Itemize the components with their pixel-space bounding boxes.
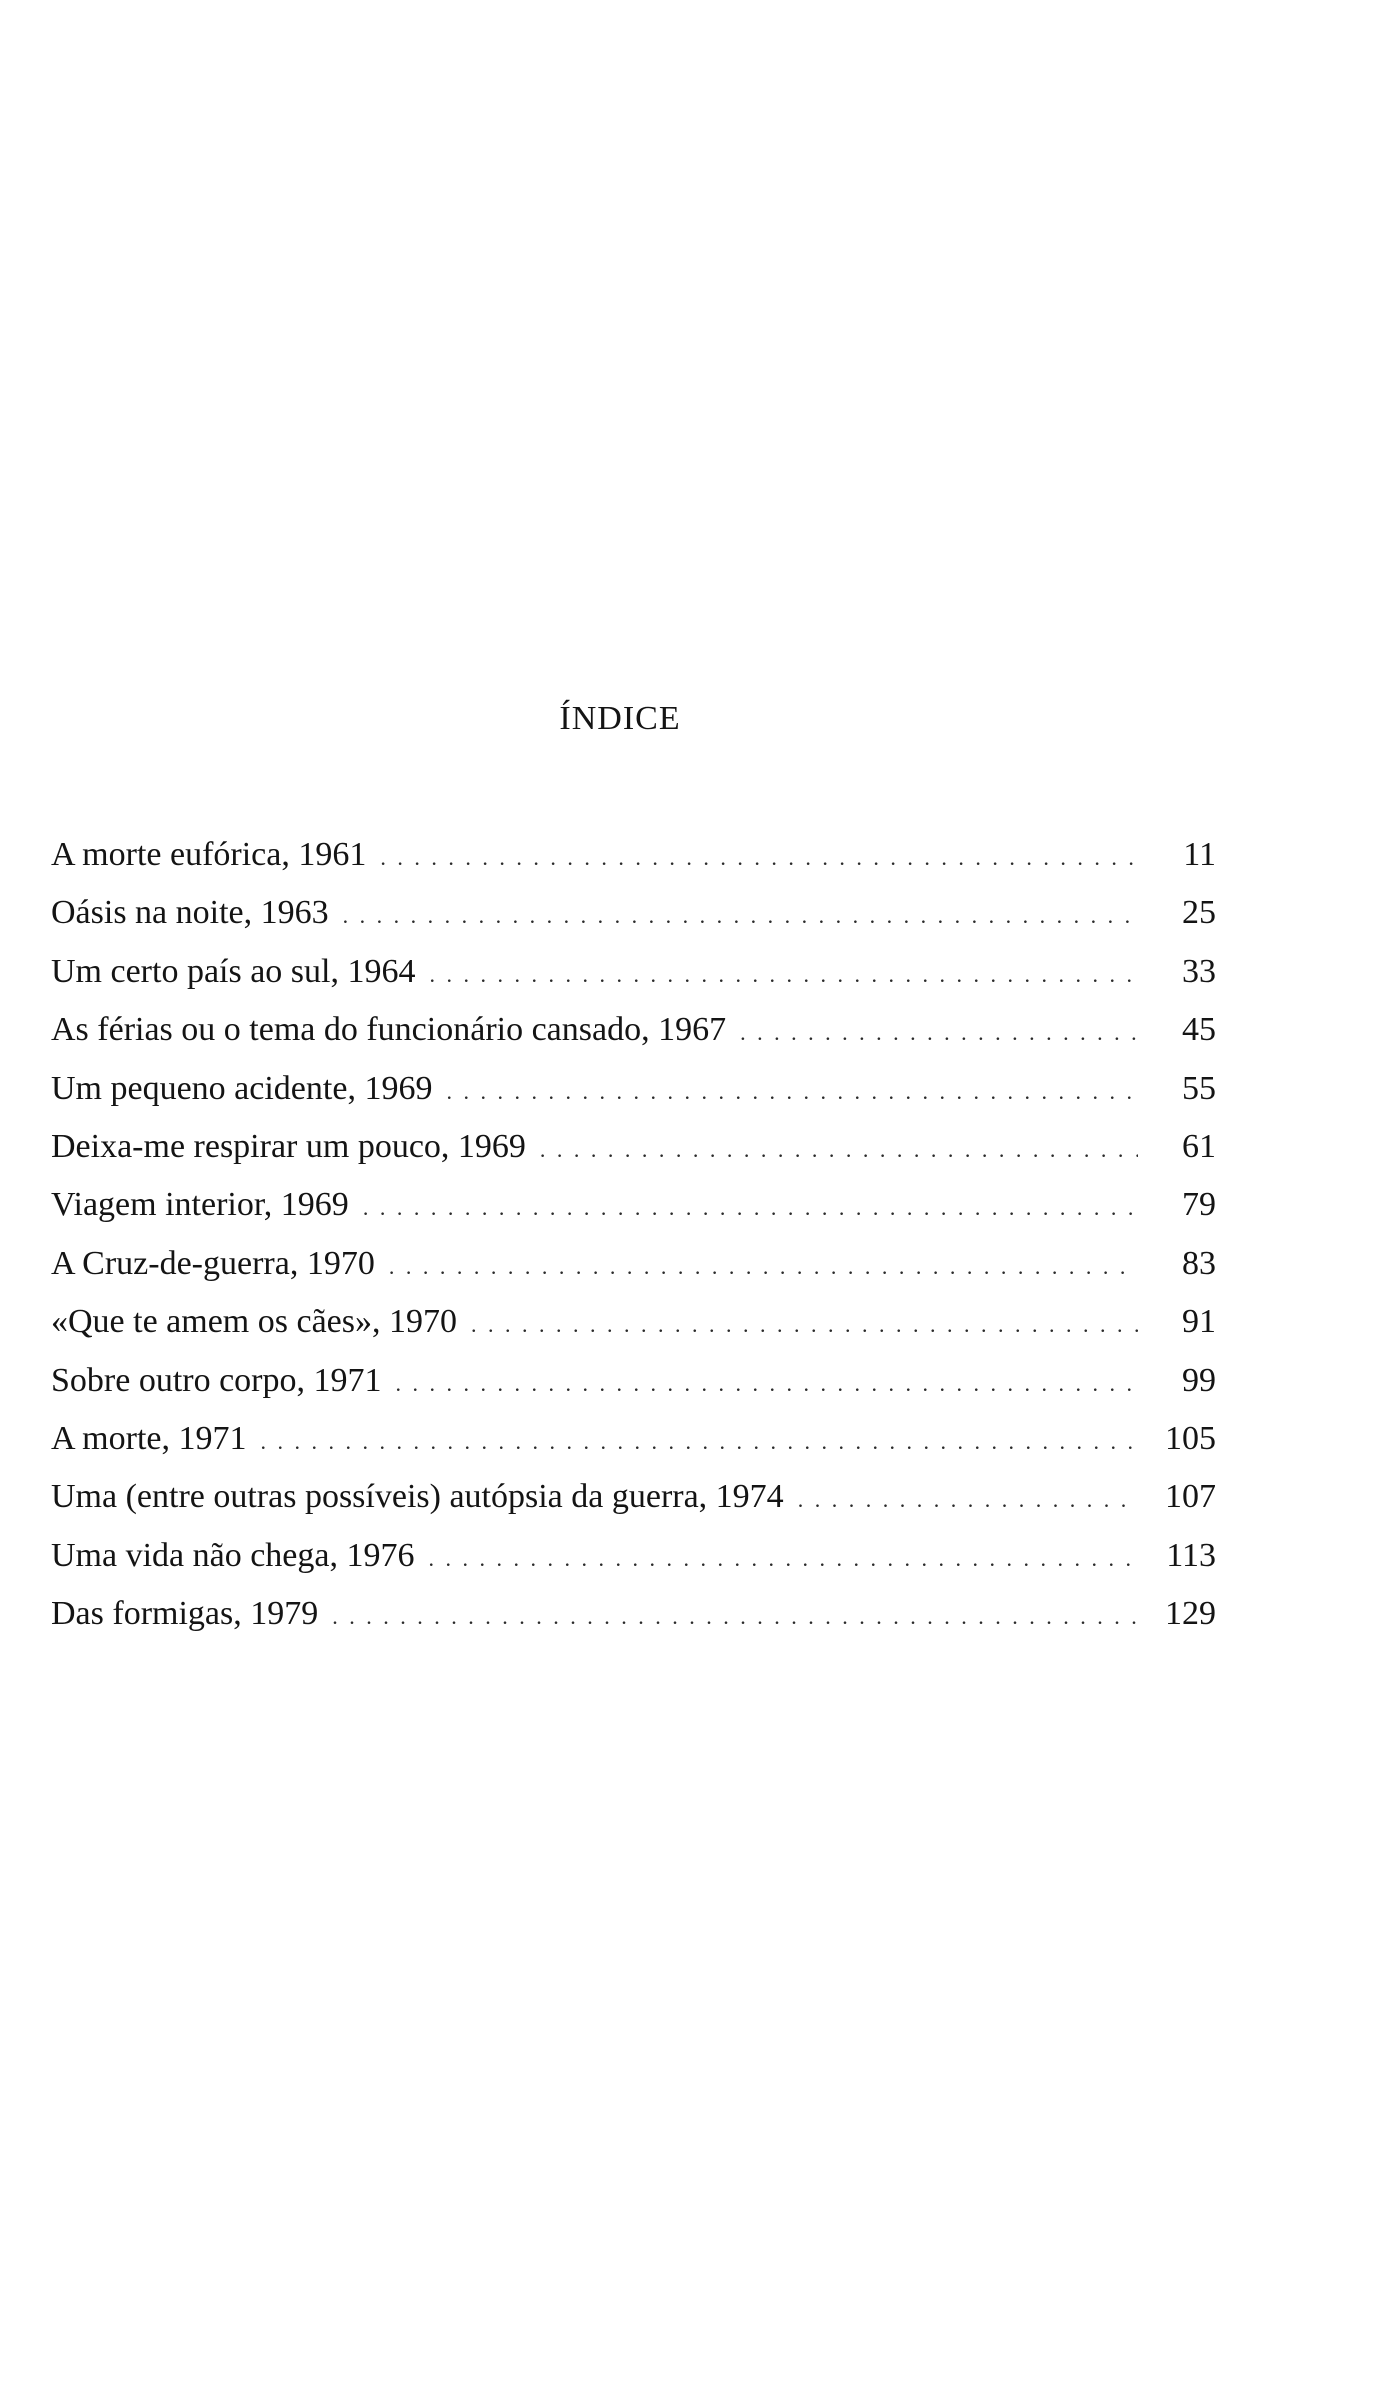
dot-leader [380, 829, 1138, 887]
dot-leader [332, 1588, 1138, 1646]
toc-entry [51, 1352, 1216, 1410]
dot-leader [540, 1121, 1138, 1179]
toc-entry-page: 113 [1166, 1536, 1216, 1574]
toc-entry-page: 25 [1182, 894, 1216, 932]
toc-entry [51, 1176, 1216, 1234]
toc-entry-page: 91 [1182, 1303, 1216, 1341]
toc-entry-title: Das formigas, 1979 [51, 1595, 319, 1633]
dot-leader [446, 1063, 1138, 1121]
dot-leader [343, 887, 1138, 945]
toc-entry-title: Um certo país ao sul, 1964 [51, 952, 416, 990]
toc-entry-title: Um pequeno acidente, 1969 [51, 1069, 433, 1107]
toc-entry [51, 1293, 1216, 1351]
toc-entry-title: A morte eufórica, 1961 [51, 836, 367, 873]
dot-leader [363, 1179, 1138, 1237]
toc-entry [51, 826, 1216, 884]
toc-entry-page: 99 [1182, 1361, 1216, 1399]
toc-entry-title: Uma (entre outras possíveis) autópsia da guerra, 1974 [51, 1478, 784, 1516]
toc-entry-page: 45 [1182, 1011, 1216, 1049]
page-title: ÍNDICE [559, 700, 681, 737]
dot-leader [429, 1530, 1139, 1588]
dot-leader [430, 946, 1139, 1004]
toc-entry-page: 55 [1182, 1069, 1216, 1107]
toc-entry [51, 1118, 1216, 1176]
dot-leader [740, 1004, 1138, 1062]
table-of-contents [51, 826, 1216, 1643]
toc-entry [51, 1235, 1216, 1293]
dot-leader [798, 1471, 1138, 1529]
toc-entry-page: 107 [1165, 1478, 1216, 1516]
dot-leader [389, 1238, 1138, 1296]
dot-leader [396, 1355, 1138, 1413]
toc-entry-title: A Cruz-de-guerra, 1970 [51, 1244, 375, 1282]
toc-entry [51, 1001, 1216, 1059]
toc-entry-title: As férias ou o tema do funcionário cansado, 1967 [51, 1011, 727, 1049]
toc-entry [51, 884, 1216, 942]
toc-entry-title: Oásis na noite, 1963 [51, 894, 329, 932]
toc-entry-title: «Que te amem os cães», 1970 [51, 1303, 457, 1341]
toc-entry-title: A morte, 1971 [51, 1419, 247, 1457]
dot-leader [471, 1296, 1138, 1354]
toc-entry-title: Viagem interior, 1969 [51, 1186, 349, 1224]
toc-entry-page: 129 [1165, 1595, 1216, 1633]
toc-entry [51, 1410, 1216, 1468]
toc-entry-page: 79 [1182, 1186, 1216, 1224]
toc-entry [51, 1527, 1216, 1585]
toc-entry [51, 1468, 1216, 1526]
toc-entry [51, 943, 1216, 1001]
dot-leader [260, 1413, 1138, 1471]
toc-entry-page: 11 [1183, 836, 1216, 873]
toc-entry-page: 105 [1165, 1419, 1216, 1457]
toc-entry [51, 1585, 1216, 1643]
toc-entry-page: 33 [1182, 952, 1216, 990]
toc-entry-title: Deixa-me respirar um pouco, 1969 [51, 1127, 526, 1165]
toc-entry-title: Uma vida não chega, 1976 [51, 1536, 415, 1574]
toc-entry-title: Sobre outro corpo, 1971 [51, 1361, 382, 1399]
toc-entry-page: 83 [1182, 1244, 1216, 1282]
toc-entry-page: 61 [1182, 1127, 1216, 1165]
toc-entry [51, 1060, 1216, 1118]
